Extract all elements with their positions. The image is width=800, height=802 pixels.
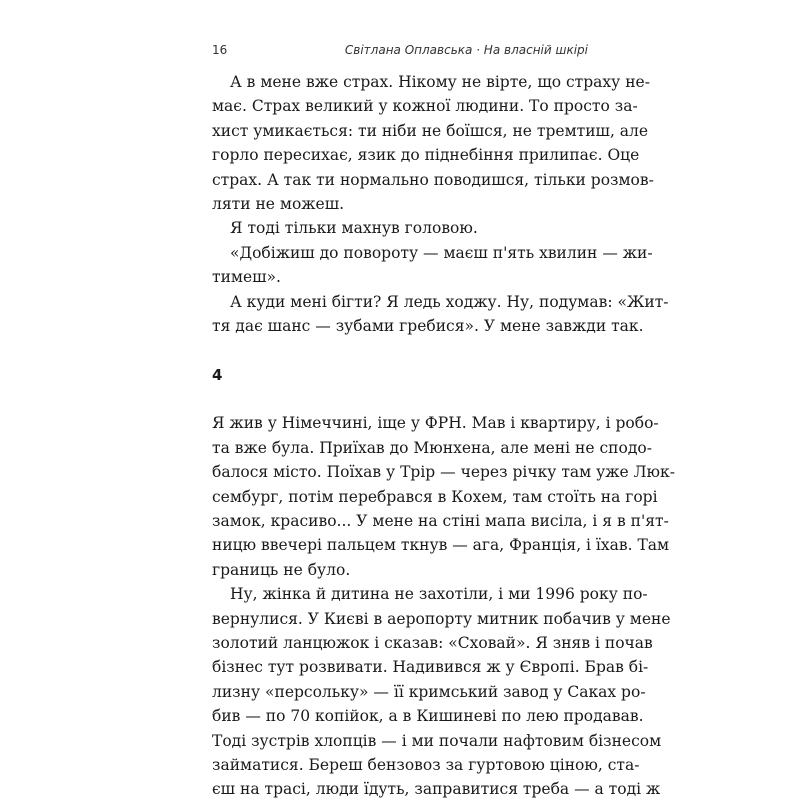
text-line: А в мене вже страх. Нікому не вірте, що страху не- — [230, 73, 650, 91]
text-line: Я жив у Німеччині, іще у ФРН. Мав і квартиру, і робо- — [212, 414, 659, 433]
text-line: ляти не можеш. — [212, 194, 345, 213]
text-line: замок, красиво... У мене на стіні мапа висіла, і я в п'ят- — [212, 512, 669, 531]
text-line: та вже була. Приїхав до Мюнхена, але мені не сподо- — [212, 438, 652, 457]
section-number: 4 — [212, 365, 223, 384]
paragraph — [212, 216, 588, 240]
text-line: тимеш». — [212, 268, 281, 287]
text-line: границь не було. — [212, 560, 351, 579]
text-line: Ну, жінка й дитина не захотіли, і ми 1996 року по- — [230, 585, 648, 604]
text-line: «Добіжиш до повороту — маєш п'ять хвилин — жи- — [230, 243, 653, 262]
running-title: Світлана Оплавська · На власній шкірі — [344, 43, 588, 57]
text-line: А куди мені бігти? Я ледь ходжу. Ну, подумав: «Жит- — [230, 292, 669, 311]
running-head — [212, 43, 588, 63]
text-line: бізнес тут розвивати. Надивився ж у Європі. Брав бі- — [212, 658, 649, 677]
body-text — [212, 70, 675, 802]
text-line: хист умикається: ти ніби не боїшся, не тремтиш, але — [212, 121, 649, 140]
text-line: тя дає шанс — зубами гребися». У мене завжди так. — [212, 316, 644, 335]
text-line: Я тоді тільки махнув головою. — [230, 219, 478, 238]
paragraph — [212, 411, 675, 582]
section-gap — [212, 387, 588, 411]
text-line: бив — по 70 копійок, а в Кишиневі по лею продавав. — [212, 707, 644, 726]
paragraph — [212, 70, 654, 216]
text-line: має. Страх великий у кожної людини. То просто за- — [212, 97, 638, 116]
text-line: страх. А так ти нормально поводишся, тільки розмов- — [212, 170, 654, 189]
paragraph — [212, 582, 671, 802]
paragraph — [212, 290, 669, 339]
text-line: сембург, потім перебрався в Кохем, там стоїть на горі — [212, 487, 658, 506]
text-line: лизну «персольку» — її кримський завод у Саках ро- — [212, 682, 646, 701]
section-gap — [212, 338, 588, 362]
text-line: ницю ввечері пальцем ткнув — ага, Франція, і їхав. Там — [212, 536, 670, 555]
text-line: Тоді зустрів хлопців — і ми почали нафтовим бізнесом — [212, 731, 662, 750]
text-line: вернулися. У Києві в аеропорту митник побачив у мене — [212, 609, 671, 628]
paragraph — [212, 241, 653, 290]
page-number: 16 — [212, 43, 228, 57]
text-line: золотий ланцюжок і сказав: «Сховай». Я зняв і почав — [212, 633, 653, 652]
text-line: балося місто. Поїхав у Трір — через річку там уже Люк- — [212, 463, 675, 482]
text-line: займатися. Береш бензовоз за гуртовою ціною, ста- — [212, 755, 640, 774]
text-line: єш на трасі, люди їдуть, заправитися треба — а тоді ж — [212, 780, 661, 799]
text-line: горло пересихає, язик до піднебіння прилипає. Оце — [212, 146, 640, 165]
